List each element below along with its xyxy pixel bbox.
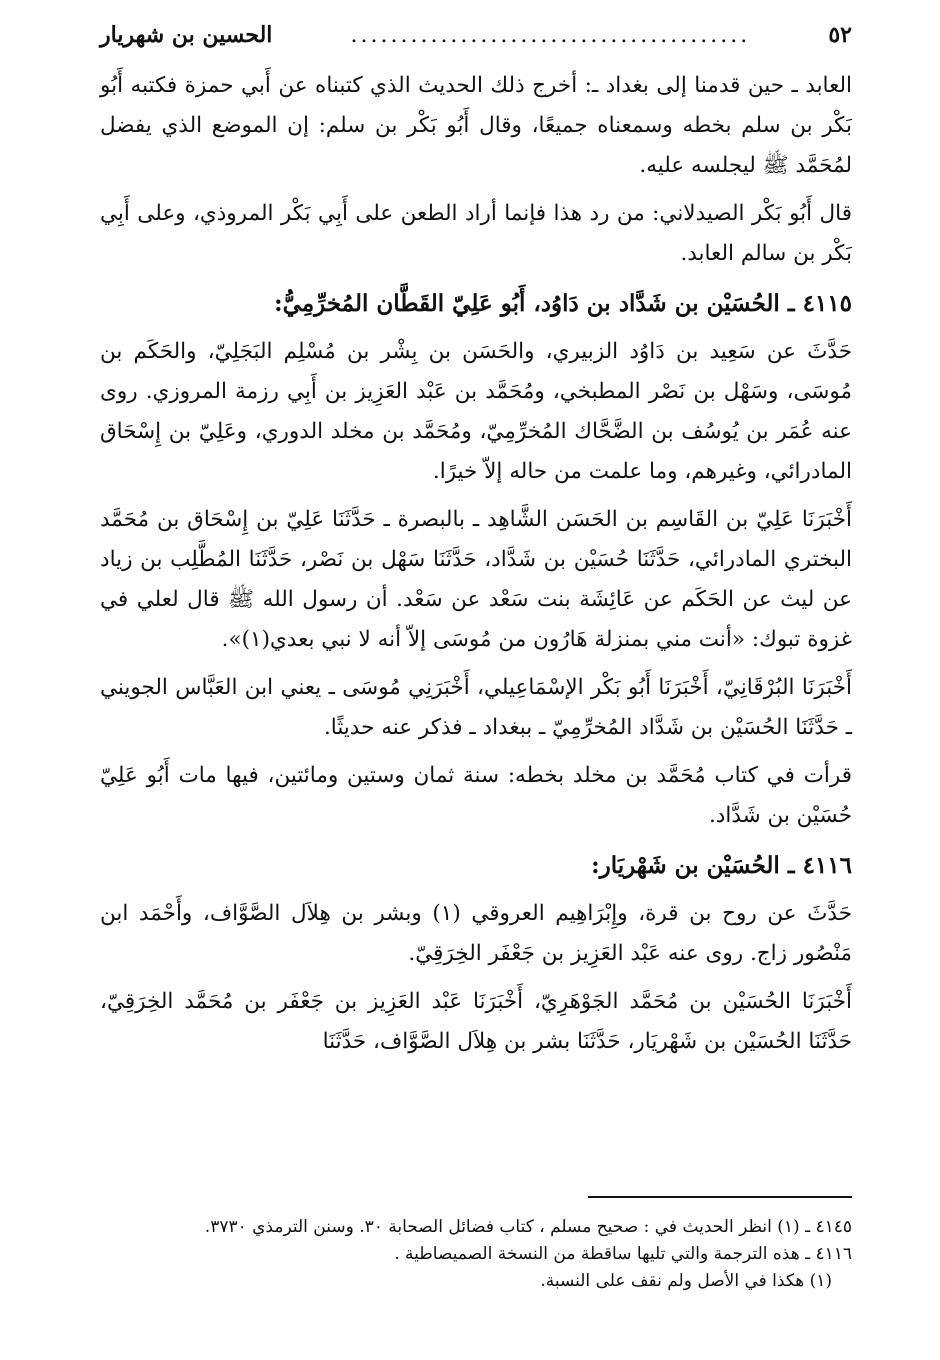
- paragraph: العابد ـ حين قدمنا إلى بغداد ـ: أخرج ذلك الحديث الذي كتبناه عن أَبي حمزة فكتبه أَبُو بَكْر بن سلم بخطه وسمعناه جميعًا، وقال أَبُو بَكْر بن سلم: إن الموضع الذي يفضل لمُحَمَّد ﷺ ليجلسه عليه.: [100, 73, 852, 178]
- footnote: ٤١١٦ ـ هذه الترجمة والتي تليها ساقطة من النسخة الصميصاطية .: [394, 1244, 852, 1264]
- running-title: الحسين بن شهريار: [100, 22, 273, 48]
- entry-heading-4115: ٤١١٥ ـ الحُسَيْن بن شَدَّاد بن دَاوُد، أَبُو عَلِيّ القَطَّان المُخرِّمِيُّ:: [274, 290, 852, 317]
- paragraph: أَخْبَرَنَا عَلِيّ بن القَاسِم بن الحَسَن الشَّاهِد ـ بالبصرة ـ حَدَّثَنَا عَلِيّ بن إِسْحَاق بن مُحَمَّد البختري المادرائي، حَدَّثَنَا حُسَيْن بن شَدَّاد، حَدَّثَنَا سَهْل بن نَصْر، حَدَّثَنَا المُطَّلِب بن زياد عن ليث عن الحَكَم عن عَائِشَة بنت سَعْد عن سَعْد. أن رسول الله ﷺ قال لعلي في غزوة تبوك: «أنت مني بمنزلة هَارُون من مُوسَى إلاّ أنه لا نبي بعدي(١)».: [100, 507, 852, 652]
- footnote-separator: [588, 1196, 852, 1198]
- main-text: [100, 66, 852, 1062]
- paragraph: قرأت في كتاب مُحَمَّد بن مخلد بخطه: سنة ثمان وستين ومائتين، فيها مات أَبُو عَلِيّ حُسَيْن بن شَدَّاد.: [100, 763, 852, 828]
- footnote: (١) هكذا في الأصل ولم نقف على النسبة.: [540, 1271, 832, 1291]
- paragraph: حَدَّثَ عن سَعِيد بن دَاوُد الزبيري، والحَسَن بن بِشْر بن مُسْلِم البَجَلِيّ، والحَكَم بن مُوسَى، وسَهْل بن نَصْر المطبخي، ومُحَمَّد بن عَبْد العَزِيز بن أَبِي رزمة المروزي. روى عنه عُمَر بن يُوسُف بن الضَّحَّاك المُخرِّمِيّ، ومُحَمَّد بن مخلد الدوري، وعَلِيّ بن إِسْحَاق المادرائي، وغيرهم، وما علمت من حاله إلاّ خيرًا.: [100, 339, 852, 484]
- running-header: [100, 22, 852, 58]
- footnote: ٤١٤٥ ـ (١) انظر الحديث في : صحيح مسلم ، كتاب فضائل الصحابة ٣٠. وسنن الترمذي ٣٧٣٠.: [204, 1217, 852, 1237]
- page-number: ٥٢: [828, 22, 852, 48]
- header-dot-leader: ........................................: [350, 23, 751, 48]
- entry-heading-4116: ٤١١٦ ـ الحُسَيْن بن شَهْريَار:: [591, 852, 852, 879]
- paragraph: قال أَبُو بَكْر الصيدلاني: من رد هذا فإنما أراد الطعن على أَبِي بَكْر المروذي، وعلى أَبِي بَكْر بن سالم العابد.: [100, 201, 852, 266]
- paragraph: أَخْبَرَنَا البُرْقَانِيّ، أَخْبَرَنَا أَبُو بَكْر الإسْمَاعِيلي، أَخْبَرَنِي مُوسَى ـ يعني ابن العَبَّاس الجويني ـ حَدَّثَنَا الحُسَيْن بن شَدَّاد المُخرِّمِيّ ـ ببغداد ـ فذكر عنه حديثًا.: [100, 675, 852, 740]
- book-page: [100, 22, 852, 1342]
- paragraph: حَدَّثَ عن روح بن قرة، وإِبْرَاهِيم العروقي (١) وبشر بن هِلاَل الصَّوَّاف، وأَحْمَد ابن مَنْصُور زاج. روى عنه عَبْد العَزِيز بن جَعْفَر الخِرَقِيّ.: [100, 901, 852, 966]
- paragraph: أَخْبَرَنَا الحُسَيْن بن مُحَمَّد الجَوْهَرِيّ، أَخْبَرَنَا عَبْد العَزِيز بن جَعْفَر بن مُحَمَّد الخِرَقِيّ، حَدَّثَنَا الحُسَيْن بن شَهْريَار، حَدَّثَنَا بشر بن هِلاَل الصَّوَّاف، حَدَّثَنَا: [100, 989, 852, 1054]
- footnotes: [100, 1214, 852, 1295]
